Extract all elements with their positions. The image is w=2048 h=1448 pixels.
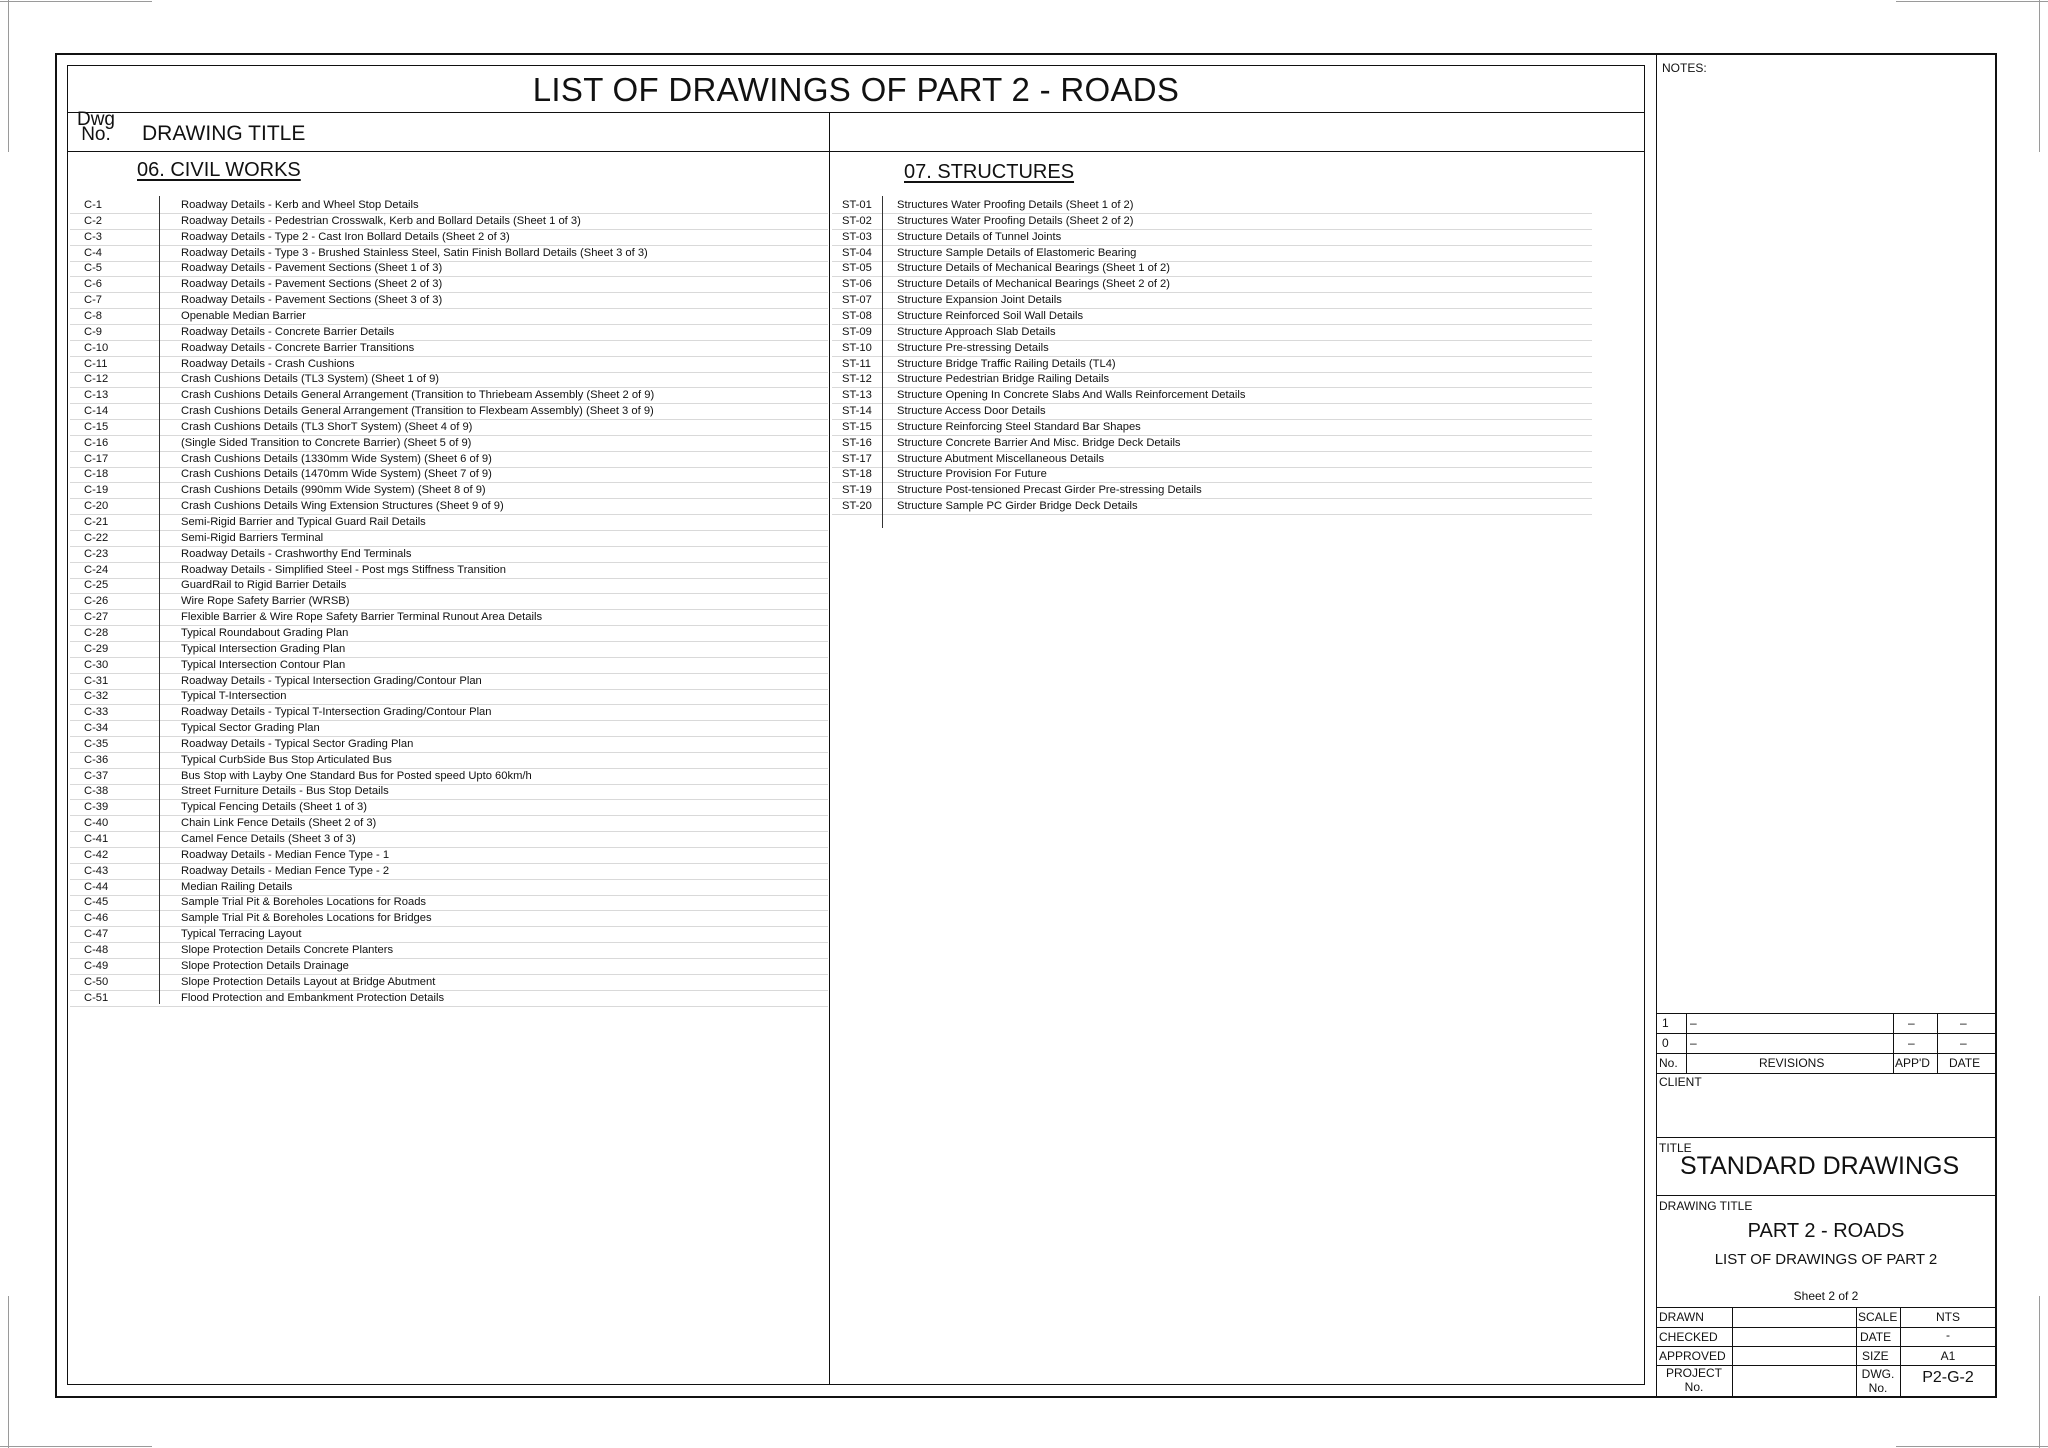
drawing-number: C-12 bbox=[84, 373, 109, 386]
drawing-title: Roadway Details - Median Fence Type - 1 bbox=[181, 848, 390, 861]
drawing-title: Structure Provision For Future bbox=[897, 468, 1047, 481]
drawing-title: Roadway Details - Concrete Barrier Details bbox=[181, 325, 395, 338]
drawing-title: Roadway Details - Crashworthy End Terminals bbox=[181, 547, 412, 560]
drawing-number: C-13 bbox=[84, 389, 109, 402]
list-item bbox=[70, 831, 828, 848]
drawing-number: C-41 bbox=[84, 833, 109, 845]
revision-appd: – bbox=[1908, 1016, 1915, 1030]
drawing-title: Crash Cushions Details General Arrangement (Transition to Thriebeam Assembly (Sheet 2 of 9) bbox=[181, 389, 655, 402]
crop-mark bbox=[8, 1296, 9, 1448]
drawing-title: Structure Pedestrian Bridge Railing Details bbox=[897, 373, 1110, 386]
drawing-number: C-36 bbox=[84, 753, 109, 766]
no-label: No. bbox=[81, 124, 111, 145]
drawing-number: ST-19 bbox=[842, 484, 872, 497]
drawing-title: Roadway Details - Typical Intersection Grading/Contour Plan bbox=[181, 674, 482, 687]
drawing-number: C-10 bbox=[84, 341, 109, 354]
size-label: SIZE bbox=[1862, 1349, 1889, 1363]
list-item bbox=[70, 641, 828, 658]
list-item bbox=[70, 783, 828, 800]
divider bbox=[1732, 1307, 1733, 1398]
list-item bbox=[70, 419, 828, 436]
drawing-number: C-14 bbox=[84, 405, 109, 418]
list-item bbox=[70, 451, 828, 468]
list-item bbox=[832, 276, 1592, 293]
list-item bbox=[70, 593, 828, 610]
drawing-title: Roadway Details - Simplified Steel - Post mgs Stiffness Transition bbox=[181, 563, 506, 576]
drawing-title: Roadway Details - Pavement Sections (Sheet 1 of 3) bbox=[181, 262, 443, 275]
drawing-number: C-8 bbox=[84, 309, 103, 322]
drawing-number: C-15 bbox=[84, 420, 109, 433]
list-item bbox=[70, 990, 828, 1007]
list-item bbox=[70, 324, 828, 341]
structures-heading: 07. STRUCTURES bbox=[904, 161, 1075, 183]
drawing-title: Slope Protection Details Drainage bbox=[181, 959, 349, 972]
drawing-title: Structure Details of Mechanical Bearings (Sheet 1 of 2) bbox=[897, 262, 1170, 275]
drawing-title: Roadway Details - Typical Sector Grading Plan bbox=[181, 737, 414, 750]
list-item bbox=[70, 498, 828, 515]
drawing-number: C-51 bbox=[84, 991, 109, 1004]
list-item bbox=[832, 356, 1592, 373]
list-item bbox=[70, 863, 828, 880]
list-item bbox=[70, 926, 828, 943]
drawing-title-label: DRAWING TITLE bbox=[1659, 1199, 1753, 1213]
drawing-number: C-45 bbox=[84, 896, 109, 909]
drawing-number: C-47 bbox=[84, 928, 109, 941]
drawing-number: C-24 bbox=[84, 563, 109, 576]
crop-mark bbox=[8, 0, 9, 152]
crop-mark bbox=[1896, 1, 2048, 2]
list-item bbox=[70, 799, 828, 816]
list-item bbox=[832, 245, 1592, 262]
drawing-title: Roadway Details - Typical T-Intersection Grading/Contour Plan bbox=[181, 706, 492, 719]
divider bbox=[1656, 1033, 1996, 1034]
drawing-title: Crash Cushions Details Wing Extension Structures (Sheet 9 of 9) bbox=[181, 500, 504, 513]
list-item bbox=[70, 387, 828, 404]
drawing-title: Typical Terracing Layout bbox=[181, 928, 302, 941]
drawing-number: C-28 bbox=[84, 626, 109, 639]
list-item bbox=[832, 324, 1592, 341]
list-item bbox=[70, 530, 828, 547]
rev-header-no: No. bbox=[1659, 1056, 1678, 1070]
checked-label: CHECKED bbox=[1659, 1330, 1718, 1344]
drawing-title: GuardRail to Rigid Barrier Details bbox=[181, 579, 347, 592]
list-item bbox=[832, 466, 1592, 483]
list-item bbox=[70, 340, 828, 357]
column-rule bbox=[882, 196, 883, 528]
list-item bbox=[70, 736, 828, 753]
list-item bbox=[832, 498, 1592, 515]
drawing-number: C-44 bbox=[84, 880, 109, 893]
drawing-number: ST-10 bbox=[842, 341, 872, 354]
drawing-title: Structure Abutment Miscellaneous Details bbox=[897, 452, 1105, 465]
drawing-number: C-23 bbox=[84, 547, 109, 560]
drawing-number: C-50 bbox=[84, 975, 109, 988]
list-item bbox=[70, 213, 828, 230]
drawing-title: Semi-Rigid Barriers Terminal bbox=[181, 531, 324, 544]
list-item bbox=[832, 451, 1592, 468]
list-item bbox=[70, 292, 828, 309]
list-item bbox=[70, 276, 828, 293]
list-item bbox=[832, 387, 1592, 404]
column-divider bbox=[829, 112, 830, 1384]
list-item bbox=[832, 403, 1592, 420]
drawing-number: C-16 bbox=[84, 436, 109, 449]
drawing-title-main: PART 2 - ROADS bbox=[1747, 1220, 1905, 1242]
list-item bbox=[70, 673, 828, 690]
list-item bbox=[70, 403, 828, 420]
drawing-title: Roadway Details - Type 3 - Brushed Stainless Steel, Satin Finish Bollard Details (Sheet 3 of 3) bbox=[181, 246, 648, 259]
divider bbox=[1937, 1013, 1938, 1074]
drawing-title: Structure Concrete Barrier And Misc. Bridge Deck Details bbox=[897, 436, 1181, 449]
list-item bbox=[70, 260, 828, 277]
list-item bbox=[70, 847, 828, 864]
drawing-number: C-7 bbox=[84, 294, 103, 307]
title-label: TITLE bbox=[1659, 1141, 1692, 1155]
list-item bbox=[832, 229, 1592, 246]
list-item bbox=[70, 197, 828, 214]
list-item bbox=[832, 260, 1592, 277]
list-item bbox=[70, 720, 828, 737]
drawing-number: C-31 bbox=[84, 674, 109, 687]
list-item bbox=[70, 562, 828, 579]
list-item bbox=[832, 340, 1592, 357]
drawing-number: C-9 bbox=[84, 325, 103, 338]
rev-header-revisions: REVISIONS bbox=[1759, 1056, 1825, 1070]
drawing-number: C-26 bbox=[84, 595, 109, 608]
drawing-title: Roadway Details - Pavement Sections (Sheet 3 of 3) bbox=[181, 294, 443, 307]
list-item bbox=[70, 546, 828, 563]
client-label: CLIENT bbox=[1659, 1075, 1702, 1089]
divider bbox=[67, 151, 1645, 152]
list-item bbox=[832, 308, 1592, 325]
drawing-title: Chain Link Fence Details (Sheet 2 of 3) bbox=[181, 817, 377, 830]
drawing-number: C-4 bbox=[84, 246, 103, 259]
drawing-title: Slope Protection Details Concrete Planters bbox=[181, 943, 394, 956]
drawing-title: Structure Opening In Concrete Slabs And Walls Reinforcement Details bbox=[897, 389, 1246, 402]
list-item bbox=[70, 768, 828, 785]
drawing-number: C-20 bbox=[84, 500, 109, 513]
drawing-title: Slope Protection Details Layout at Bridge Abutment bbox=[181, 975, 436, 988]
notes-label: NOTES: bbox=[1662, 61, 1707, 75]
drawing-title: Structure Details of Mechanical Bearings (Sheet 2 of 2) bbox=[897, 278, 1170, 291]
divider bbox=[1656, 1195, 1996, 1196]
crop-mark bbox=[0, 1, 152, 2]
list-item bbox=[70, 894, 828, 911]
drawing-number: C-25 bbox=[84, 579, 109, 592]
drawing-number: ST-03 bbox=[842, 230, 872, 243]
project-no-label bbox=[1658, 1366, 1730, 1394]
sheet-number: Sheet 2 of 2 bbox=[1793, 1289, 1859, 1303]
list-item bbox=[832, 419, 1592, 436]
crop-mark bbox=[2039, 0, 2040, 152]
drawing-number: C-19 bbox=[84, 484, 109, 497]
dwg-label: DWG. bbox=[1861, 1367, 1895, 1381]
drawing-title: Roadway Details - Median Fence Type - 2 bbox=[181, 864, 390, 877]
drawing-title: Typical Sector Grading Plan bbox=[181, 722, 320, 735]
drawing-title: Wire Rope Safety Barrier (WRSB) bbox=[181, 595, 350, 608]
drawing-title: Typical CurbSide Bus Stop Articulated Bus bbox=[181, 753, 392, 766]
drawing-number: C-3 bbox=[84, 230, 103, 243]
list-item bbox=[70, 514, 828, 531]
drawing-title: Roadway Details - Type 2 - Cast Iron Bollard Details (Sheet 2 of 3) bbox=[181, 230, 510, 243]
drawing-number: ST-18 bbox=[842, 468, 872, 481]
list-item bbox=[70, 466, 828, 483]
drawing-number: ST-16 bbox=[842, 436, 872, 449]
civil-works-heading: 06. CIVIL WORKS bbox=[137, 159, 301, 181]
drawing-number: C-40 bbox=[84, 817, 109, 830]
drawing-number: C-43 bbox=[84, 864, 109, 877]
drawing-title: Structures Water Proofing Details (Sheet 1 of 2) bbox=[897, 199, 1134, 211]
drawing-number: ST-05 bbox=[842, 262, 872, 275]
drawing-title: Structure Pre-stressing Details bbox=[897, 341, 1049, 354]
crop-mark bbox=[0, 1446, 152, 1447]
dwg-label: Dwg bbox=[76, 109, 115, 130]
drawing-title-sub: LIST OF DRAWINGS OF PART 2 bbox=[1714, 1251, 1938, 1268]
drawing-title: Street Furniture Details - Bus Stop Details bbox=[181, 785, 389, 798]
rev-header-date: DATE bbox=[1949, 1056, 1981, 1070]
list-item bbox=[70, 704, 828, 721]
list-item bbox=[70, 958, 828, 975]
revision-no: 1 bbox=[1662, 1016, 1669, 1030]
drawing-title: Roadway Details - Pedestrian Crosswalk, Kerb and Bollard Details (Sheet 1 of 3) bbox=[181, 214, 581, 227]
drawing-title: (Single Sided Transition to Concrete Barrier) (Sheet 5 of 9) bbox=[181, 436, 472, 449]
drawing-number: C-27 bbox=[84, 611, 109, 624]
revisions-table bbox=[1656, 1013, 1996, 1074]
list-item bbox=[70, 435, 828, 452]
page-title: LIST OF DRAWINGS OF PART 2 - ROADS bbox=[532, 71, 1180, 108]
drawing-title: Typical Intersection Contour Plan bbox=[181, 658, 346, 671]
list-item bbox=[70, 371, 828, 388]
list-item bbox=[70, 815, 828, 832]
drawing-title: Openable Median Barrier bbox=[181, 309, 306, 322]
list-item bbox=[70, 356, 828, 373]
drawing-number: ST-01 bbox=[842, 199, 872, 211]
list-item bbox=[70, 577, 828, 594]
drawing-number: ST-17 bbox=[842, 452, 872, 465]
list-item bbox=[70, 229, 828, 246]
drawing-title: Structure Expansion Joint Details bbox=[897, 294, 1062, 307]
drawing-number: C-5 bbox=[84, 262, 103, 275]
list-item bbox=[832, 292, 1592, 309]
drawing-number: C-39 bbox=[84, 801, 109, 814]
drawing-number: C-11 bbox=[84, 357, 108, 370]
list-item bbox=[832, 197, 1592, 214]
title-value: STANDARD DRAWINGS bbox=[1680, 1152, 1960, 1180]
drawing-number: C-32 bbox=[84, 690, 109, 703]
drawing-title: Bus Stop with Layby One Standard Bus for Posted speed Upto 60km/h bbox=[181, 769, 532, 782]
revision-desc: – bbox=[1690, 1036, 1697, 1050]
list-item bbox=[70, 942, 828, 959]
drawing-number: ST-15 bbox=[842, 420, 872, 433]
approved-label: APPROVED bbox=[1659, 1349, 1726, 1363]
list-item bbox=[832, 435, 1592, 452]
drawing-number: ST-14 bbox=[842, 405, 872, 418]
drawing-title: Structure Approach Slab Details bbox=[897, 325, 1056, 338]
drawing-title: Crash Cushions Details (1470mm Wide System) (Sheet 7 of 9) bbox=[181, 468, 492, 481]
date-value: - bbox=[1946, 1328, 1950, 1342]
revision-appd: – bbox=[1908, 1036, 1915, 1050]
drawing-title: Structure Reinforcing Steel Standard Bar Shapes bbox=[897, 420, 1141, 433]
drawing-title: Structures Water Proofing Details (Sheet 2 of 2) bbox=[897, 214, 1134, 227]
drawing-number: C-42 bbox=[84, 848, 109, 861]
drawing-title: Crash Cushions Details (TL3 ShorT System) (Sheet 4 of 9) bbox=[181, 420, 473, 433]
drawing-title: Structure Sample Details of Elastomeric Bearing bbox=[897, 246, 1137, 259]
divider bbox=[1686, 1013, 1687, 1074]
drawing-number: C-37 bbox=[84, 769, 109, 782]
drawing-number: C-21 bbox=[84, 516, 109, 528]
column-rule bbox=[159, 196, 160, 1004]
drawing-title: Roadway Details - Kerb and Wheel Stop Details bbox=[181, 199, 419, 211]
list-item bbox=[832, 482, 1592, 499]
dwg-number: P2-G-2 bbox=[1922, 1369, 1974, 1386]
drawing-number: ST-04 bbox=[842, 246, 872, 259]
title-block-divider bbox=[1656, 53, 1657, 1398]
drawing-title: Median Railing Details bbox=[181, 880, 293, 893]
list-item bbox=[70, 308, 828, 325]
drawing-number: C-33 bbox=[84, 706, 109, 719]
drawing-number: ST-20 bbox=[842, 500, 872, 513]
drawing-title: Typical Intersection Grading Plan bbox=[181, 642, 346, 655]
drawing-title: Structure Details of Tunnel Joints bbox=[897, 230, 1062, 243]
divider bbox=[1656, 1137, 1996, 1138]
divider bbox=[1656, 1053, 1996, 1054]
list-item bbox=[70, 910, 828, 927]
drawing-number: C-38 bbox=[84, 785, 109, 798]
drawing-number: C-49 bbox=[84, 959, 109, 972]
drawn-label: DRAWN bbox=[1659, 1310, 1704, 1324]
drawing-number: C-46 bbox=[84, 912, 109, 925]
list-item bbox=[70, 482, 828, 499]
revision-date: – bbox=[1960, 1016, 1967, 1030]
size-value: A1 bbox=[1940, 1349, 1956, 1363]
drawing-title: Sample Trial Pit & Boreholes Locations for Bridges bbox=[181, 912, 432, 925]
drawing-number: C-18 bbox=[84, 468, 109, 481]
drawing-title: Camel Fence Details (Sheet 3 of 3) bbox=[181, 833, 356, 845]
drawing-number: ST-02 bbox=[842, 214, 872, 227]
drawing-number: C-48 bbox=[84, 943, 109, 956]
list-item bbox=[70, 625, 828, 642]
drawing-title: Roadway Details - Concrete Barrier Transitions bbox=[181, 341, 415, 354]
list-item bbox=[832, 371, 1592, 388]
drawing-number: ST-08 bbox=[842, 309, 872, 322]
divider bbox=[67, 112, 1645, 113]
drawing-title: Sample Trial Pit & Boreholes Locations for Roads bbox=[181, 896, 427, 909]
drawing-title: Flood Protection and Embankment Protection Details bbox=[181, 991, 445, 1004]
drawing-number: C-22 bbox=[84, 531, 109, 544]
drawing-number: C-35 bbox=[84, 737, 109, 750]
drawing-number: C-2 bbox=[84, 214, 103, 227]
rev-header-appd: APP'D bbox=[1895, 1056, 1930, 1070]
drawing-title-header: DRAWING TITLE bbox=[142, 122, 306, 145]
drawing-number: ST-09 bbox=[842, 325, 872, 338]
scale-label: SCALE bbox=[1858, 1310, 1898, 1324]
revision-desc: – bbox=[1690, 1016, 1697, 1030]
drawing-number: ST-06 bbox=[842, 278, 872, 291]
drawing-title: Typical Roundabout Grading Plan bbox=[181, 626, 349, 639]
list-item bbox=[70, 245, 828, 262]
drawing-title: Roadway Details - Crash Cushions bbox=[181, 357, 355, 370]
drawing-number: C-29 bbox=[84, 642, 109, 655]
list-item bbox=[832, 213, 1592, 230]
drawing-title: Structure Post-tensioned Precast Girder Pre-stressing Details bbox=[897, 484, 1202, 497]
dwg-no-header bbox=[71, 109, 121, 145]
drawing-title: Crash Cushions Details General Arrangement (Transition to Flexbeam Assembly) (Sheet 3 of 9) bbox=[181, 405, 654, 418]
crop-mark bbox=[2039, 1296, 2040, 1448]
drawing-title: Crash Cushions Details (TL3 System) (Sheet 1 of 9) bbox=[181, 373, 440, 386]
list-item bbox=[70, 609, 828, 626]
dwg-no-label bbox=[1856, 1367, 1900, 1395]
list-item bbox=[70, 879, 828, 896]
drawing-title: Semi-Rigid Barrier and Typical Guard Rail Details bbox=[181, 516, 426, 528]
drawing-number: C-6 bbox=[84, 278, 103, 291]
drawing-number: C-1 bbox=[84, 199, 103, 211]
project-label: PROJECT bbox=[1665, 1366, 1722, 1380]
drawing-number: C-30 bbox=[84, 658, 109, 671]
drawing-number: ST-07 bbox=[842, 294, 872, 307]
date-label: DATE bbox=[1860, 1330, 1892, 1344]
list-item bbox=[70, 688, 828, 705]
list-item bbox=[70, 657, 828, 674]
drawing-number: ST-12 bbox=[842, 373, 872, 386]
revision-date: – bbox=[1960, 1036, 1967, 1050]
project-no-text: No. bbox=[1684, 1380, 1704, 1394]
drawing-title: Structure Reinforced Soil Wall Details bbox=[897, 309, 1084, 322]
drawing-title: Structure Bridge Traffic Railing Details (TL4) bbox=[897, 357, 1116, 370]
dwg-no-text: No. bbox=[1868, 1381, 1888, 1395]
list-item bbox=[70, 752, 828, 769]
drawing-number: ST-13 bbox=[842, 389, 872, 402]
revision-no: 0 bbox=[1662, 1036, 1669, 1050]
drawing-number: C-34 bbox=[84, 722, 109, 735]
drawing-title: Crash Cushions Details (1330mm Wide System) (Sheet 6 of 9) bbox=[181, 452, 492, 465]
drawing-title: Crash Cushions Details (990mm Wide System) (Sheet 8 of 9) bbox=[181, 484, 486, 497]
drawing-title: Structure Access Door Details bbox=[897, 405, 1046, 418]
crop-mark bbox=[1896, 1446, 2048, 1447]
drawing-title: Flexible Barrier & Wire Rope Safety Barrier Terminal Runout Area Details bbox=[181, 611, 543, 624]
drawing-title: Roadway Details - Pavement Sections (Sheet 2 of 3) bbox=[181, 278, 443, 291]
divider bbox=[1893, 1013, 1894, 1074]
drawing-number: ST-11 bbox=[842, 357, 872, 370]
drawing-number: C-17 bbox=[84, 452, 109, 465]
scale-value: NTS bbox=[1936, 1310, 1960, 1324]
drawing-title: Typical Fencing Details (Sheet 1 of 3) bbox=[181, 801, 367, 814]
list-item bbox=[70, 974, 828, 991]
drawing-title: Typical T-Intersection bbox=[181, 690, 287, 703]
drawing-title: Structure Sample PC Girder Bridge Deck Details bbox=[897, 500, 1138, 513]
